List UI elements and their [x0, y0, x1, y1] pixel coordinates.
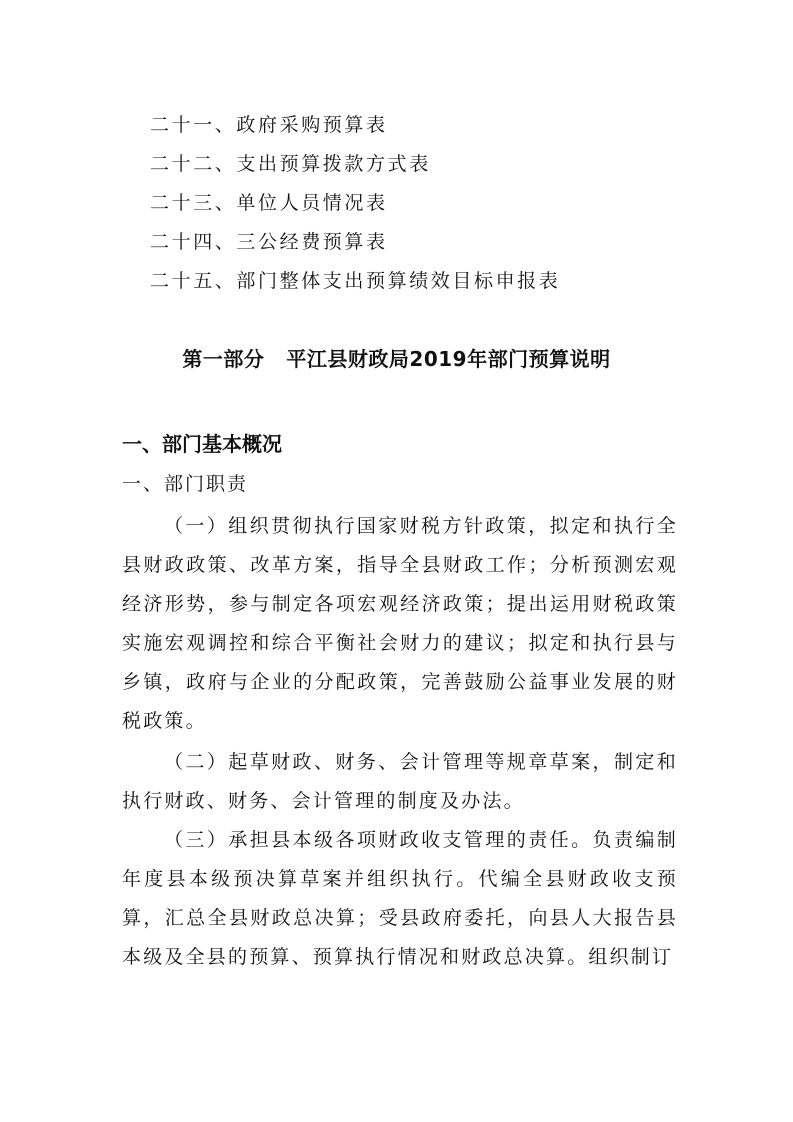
toc-item: 二十三、单位人员情况表 [150, 192, 388, 214]
toc-item: 二十二、支出预算拨款方式表 [150, 153, 431, 175]
part-title [0, 343, 793, 372]
table-of-contents [150, 106, 560, 301]
paragraph: （二）起草财政、财务、会计管理等规章草案，制定和执行财政、财务、会计管理的制度及办法。 [122, 751, 678, 812]
paragraph: （一）组织贯彻执行国家财税方针政策，拟定和执行全县财政政策、改革方案，指导全县财政工作；分析预测宏观经济形势，参与制定各项宏观经济政策；提出运用财税政策实施宏观调控和综合平衡社会财力的建议；拟定和执行县与乡镇，政府与企业的分配政策，完善鼓励公益事业发展的财税政策。 [122, 515, 678, 732]
toc-item: 二十四、三公经费预算表 [150, 231, 388, 253]
part-label: 第一部分 [182, 347, 265, 371]
section-heading: 一、部门基本概况 [122, 432, 282, 456]
toc-item: 二十一、政府采购预算表 [150, 114, 388, 136]
subsection-heading: 一、部门职责 [122, 473, 249, 495]
toc-item: 二十五、部门整体支出预算绩效目标申报表 [150, 270, 561, 292]
part-title-text: 平江县财政局2019年部门预算说明 [286, 347, 611, 371]
paragraph: （三）承担县本级各项财政收支管理的责任。负责编制年度县本级预决算草案并组织执行。代编全县财政收支预算，汇总全县财政总决算；受县政府委托，向县人大报告县本级及全县的预算、预算执行情况和财政总决算。组织制订 [122, 829, 678, 968]
